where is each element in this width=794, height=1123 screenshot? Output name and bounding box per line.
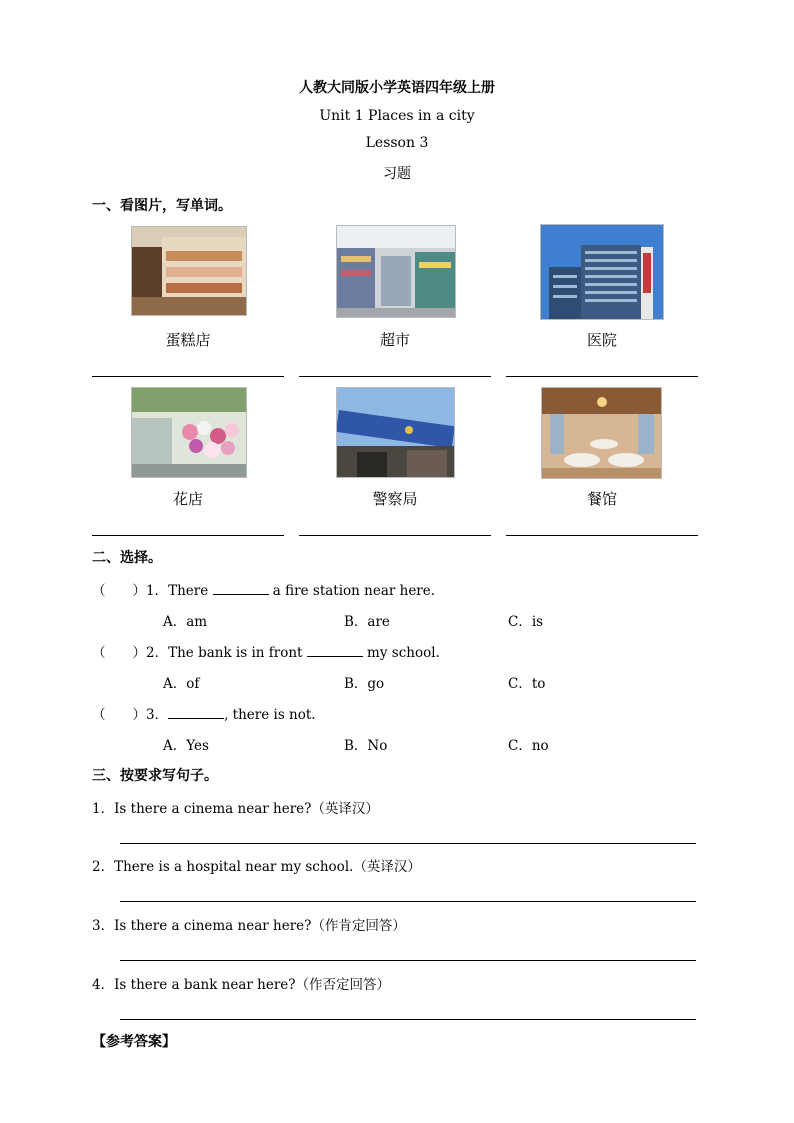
- answer-line[interactable]: [120, 960, 696, 961]
- answer-parentheses[interactable]: （ ）: [92, 583, 146, 599]
- blank[interactable]: [307, 644, 363, 657]
- exercise-subtitle: 习题: [383, 166, 411, 182]
- section2-heading: 二、选择。: [92, 550, 162, 566]
- sentence-question-2: 2．There is a hospital near my school.（英译汉）: [92, 859, 421, 875]
- question-3: （ ）3． , there is not.: [92, 707, 316, 723]
- restaurant-photo: [541, 387, 662, 479]
- answer-line[interactable]: [120, 843, 696, 844]
- unit-title: Unit 1 Places in a city: [319, 108, 475, 124]
- label-police-station: 警察局: [372, 490, 418, 508]
- label-cake-shop: 蛋糕店: [165, 331, 211, 349]
- blank[interactable]: [213, 582, 269, 595]
- answer-line[interactable]: [120, 1019, 696, 1020]
- answer-line[interactable]: [506, 376, 698, 377]
- answer-line[interactable]: [92, 376, 284, 377]
- section3-heading: 三、按要求写句子。: [92, 768, 218, 784]
- label-restaurant: 餐馆: [586, 490, 617, 508]
- option-a[interactable]: A．of: [163, 676, 200, 692]
- label-flower-shop: 花店: [172, 490, 203, 508]
- blank[interactable]: [168, 706, 224, 719]
- sentence-question-3: 3．Is there a cinema near here?（作肯定回答）: [92, 918, 406, 934]
- option-b[interactable]: B．go: [344, 676, 385, 692]
- option-a[interactable]: A．Yes: [163, 738, 209, 754]
- option-c[interactable]: C．is: [508, 614, 544, 630]
- answer-line[interactable]: [299, 376, 491, 377]
- option-a[interactable]: A．am: [163, 614, 208, 630]
- lesson-title: Lesson 3: [365, 135, 429, 151]
- option-b[interactable]: B．are: [344, 614, 390, 630]
- option-c[interactable]: C．no: [508, 738, 549, 754]
- sentence-question-1: 1．Is there a cinema near here?（英译汉）: [92, 801, 379, 817]
- option-b[interactable]: B．No: [344, 738, 388, 754]
- question-1: （ ）1．There a fire station near here.: [92, 583, 436, 599]
- hospital-photo: [540, 224, 664, 320]
- flower-shop-photo: [131, 387, 247, 478]
- answer-parentheses[interactable]: （ ）: [92, 707, 146, 723]
- question-2: （ ）2．The bank is in front my school.: [92, 645, 440, 661]
- answer-line[interactable]: [92, 535, 284, 536]
- answer-line[interactable]: [299, 535, 491, 536]
- answer-line[interactable]: [120, 901, 696, 902]
- supermarket-photo: [336, 225, 456, 318]
- label-supermarket: 超市: [379, 331, 410, 349]
- answer-key-heading: 【参考答案】: [92, 1034, 176, 1050]
- cake-shop-photo: [131, 226, 247, 316]
- label-hospital: 医院: [586, 331, 617, 349]
- police-station-photo: [336, 387, 455, 478]
- option-c[interactable]: C．to: [508, 676, 546, 692]
- answer-parentheses[interactable]: （ ）: [92, 645, 146, 661]
- section1-heading: 一、看图片，写单词。: [92, 198, 232, 214]
- answer-line[interactable]: [506, 535, 698, 536]
- sentence-question-4: 4．Is there a bank near here?（作否定回答）: [92, 977, 391, 993]
- page-title: 人教大同版小学英语四年级上册: [299, 80, 495, 96]
